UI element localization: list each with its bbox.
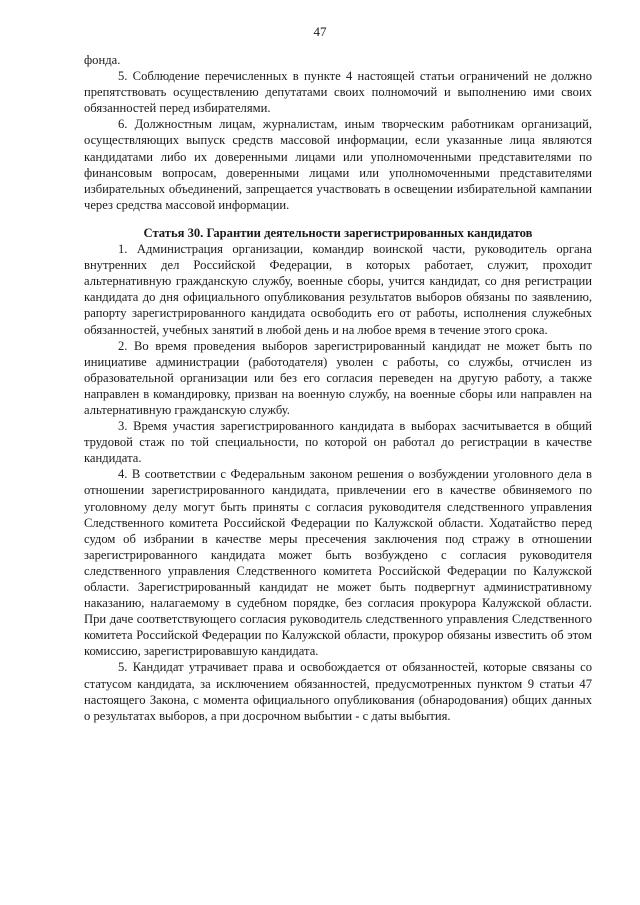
- article-item-1: 1. Администрация организации, командир воинской части, руководитель органа внутренних дел Российской Федерации, в которых работает, служит, проходит альтернативную гражданскую службу, военные сборы, учится кандидат, со дня регистрации кандидата до дня официального опубликования результатов выборов обязаны по заявлению, рапорту зарегистрированного кандидата освободить его от работы, исполнения служебных обязанностей, учебных занятий в любой день и на любое время в течение этого срока.: [84, 242, 592, 337]
- paragraph-item-5: 5. Соблюдение перечисленных в пункте 4 настоящей статьи ограничений не должно препятствовать осуществлению депутатами своих полномочий и выполнению ими своих обязанностей перед избирателями.: [84, 69, 592, 116]
- article-heading: Статья 30. Гарантии деятельности зарегистрированных кандидатов: [143, 225, 533, 240]
- paragraph-item-6: 6. Должностным лицам, журналистам, иным творческим работникам организаций, осуществляющих выпуск средств массовой информации, если указанные лица являются кандидатами либо их доверенными лицами или уполномоченными представителями по финансовым вопросам, доверенными лицами или уполномоченными представителями избирательных объединений, запрещается участвовать в освещении избирательной кампании через средства массовой информации.: [84, 117, 592, 212]
- article-item-3: 3. Время участия зарегистрированного кандидата в выборах засчитывается в общий трудовой стаж по той специальности, по которой он работал до регистрации в качестве кандидата.: [84, 419, 592, 466]
- article-item-5: 5. Кандидат утрачивает права и освобождается от обязанностей, которые связаны со статусом кандидата, за исключением обязанностей, предусмотренных пунктом 9 статьи 47 настоящего Закона, с момента официального опубликования (обнародования) общих данных о результатах выборов, а при досрочном выбытии - с даты выбытия.: [84, 660, 592, 723]
- article-item-2: 2. Во время проведения выборов зарегистрированный кандидат не может быть по инициативе администрации (работодателя) уволен с работы, со службы, отчислен из образовательной организации или без его согласия переведен на другую работу, а также направлен в командировку, призван на военную службу, на военные сборы или направлен на альтернативную гражданскую службу.: [84, 338, 592, 417]
- article-item-4: 4. В соответствии с Федеральным законом решения о возбуждении уголовного дела в отношении зарегистрированного кандидата, привлечении его в качестве обвиняемого по уголовному делу могут быть приняты с согласия руководителя следственного управления Следственного комитета Российской Федерации по Калужской области. Ходатайство перед судом об избрании в качестве меры пресечения заключения под стражу в отношении зарегистрированного кандидата может быть возбуждено с согласия руководителя следственного управления Следственного комитета Российской Федерации по Калужской области. Зарегистрированный кандидат не может быть подвергнут административному наказанию, налагаемому в судебном порядке, без согласия прокурора Калужской области. При даче соответствующего согласия руководитель следственного управления Следственного комитета Российской Федерации по Калужской области, прокурор обязаны известить об этом комиссию, зарегистрировавшую кандидата.: [84, 467, 592, 659]
- paragraph-continuation: фонда.: [84, 53, 121, 67]
- document-body: [84, 52, 592, 724]
- page-number: 47: [313, 24, 327, 39]
